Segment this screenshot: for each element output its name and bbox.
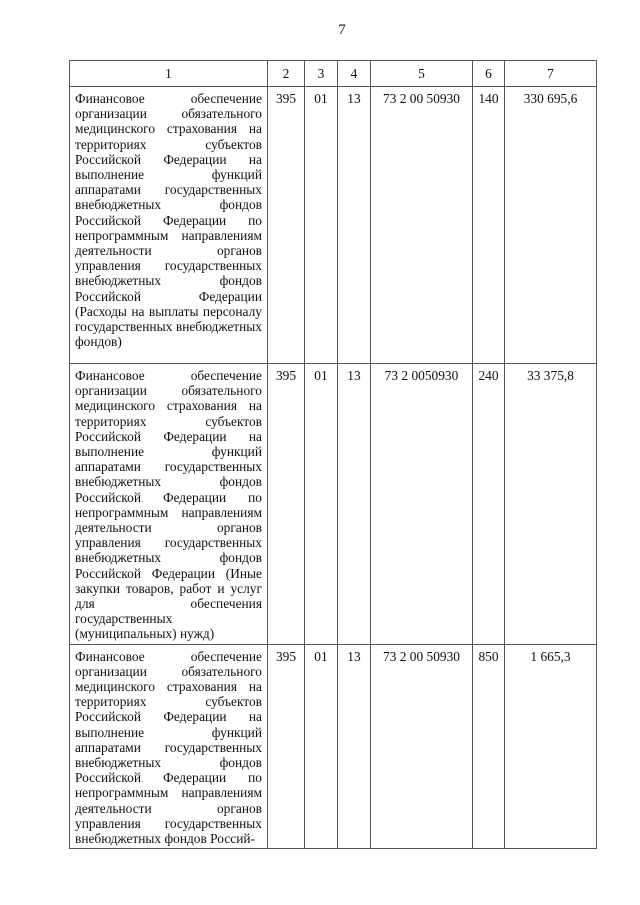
ministry-code: 395 [268, 644, 305, 849]
table-header-row [70, 61, 597, 87]
expense-type-code: 850 [473, 644, 505, 849]
section-code: 01 [305, 644, 338, 849]
row-description: Финансовое обеспечение организации обязательного медицинского страхования на территориях субъектов Российской Федерации на выполнение функций аппаратами государственных внебюджетных фондов Российской Федерации по непрограммным направлениям деятельности органов управления государственных внебюджетных фондов Российской Федерации (Расходы на выплаты персоналу государственных внебюджетных фондов) [70, 87, 268, 364]
amount-value: 33 375,8 [505, 364, 597, 645]
amount-value: 330 695,6 [505, 87, 597, 364]
ministry-code: 395 [268, 87, 305, 364]
expense-type-code: 240 [473, 364, 505, 645]
row-description: Финансовое обеспечение организации обязательного медицинского страхования на территориях субъектов Российской Федерации на выполнение функций аппаратами государственных внебюджетных фондов Российской Федерации по непрограммным направлениям деятельности органов управления государственных внебюджетных фондов Россий- [70, 644, 268, 849]
table-row [70, 364, 597, 645]
column-header: 6 [473, 61, 505, 87]
column-header: 5 [371, 61, 473, 87]
table-row [70, 87, 597, 364]
column-header: 3 [305, 61, 338, 87]
target-article-code: 73 2 00 50930 [371, 87, 473, 364]
table-row [70, 644, 597, 849]
ministry-code: 395 [268, 364, 305, 645]
expense-type-code: 140 [473, 87, 505, 364]
target-article-code: 73 2 00 50930 [371, 644, 473, 849]
column-header: 7 [505, 61, 597, 87]
subsection-code: 13 [338, 87, 371, 364]
section-code: 01 [305, 87, 338, 364]
column-header: 1 [70, 61, 268, 87]
amount-value: 1 665,3 [505, 644, 597, 849]
column-header: 2 [268, 61, 305, 87]
subsection-code: 13 [338, 364, 371, 645]
subsection-code: 13 [338, 644, 371, 849]
section-code: 01 [305, 364, 338, 645]
row-description: Финансовое обеспечение организации обязательного медицинского страхования на территориях субъектов Российской Федерации на выполнение функций аппаратами государственных внебюджетных фондов Российской Федерации по непрограммным направлениям деятельности органов управления государственных внебюджетных фондов Российской Федерации (Иные закупки товаров, работ и услуг для обеспечения государственных (муниципальных) нужд) [70, 364, 268, 645]
budget-table [69, 60, 597, 849]
target-article-code: 73 2 0050930 [371, 364, 473, 645]
page-number: 7 [338, 22, 346, 38]
column-header: 4 [338, 61, 371, 87]
